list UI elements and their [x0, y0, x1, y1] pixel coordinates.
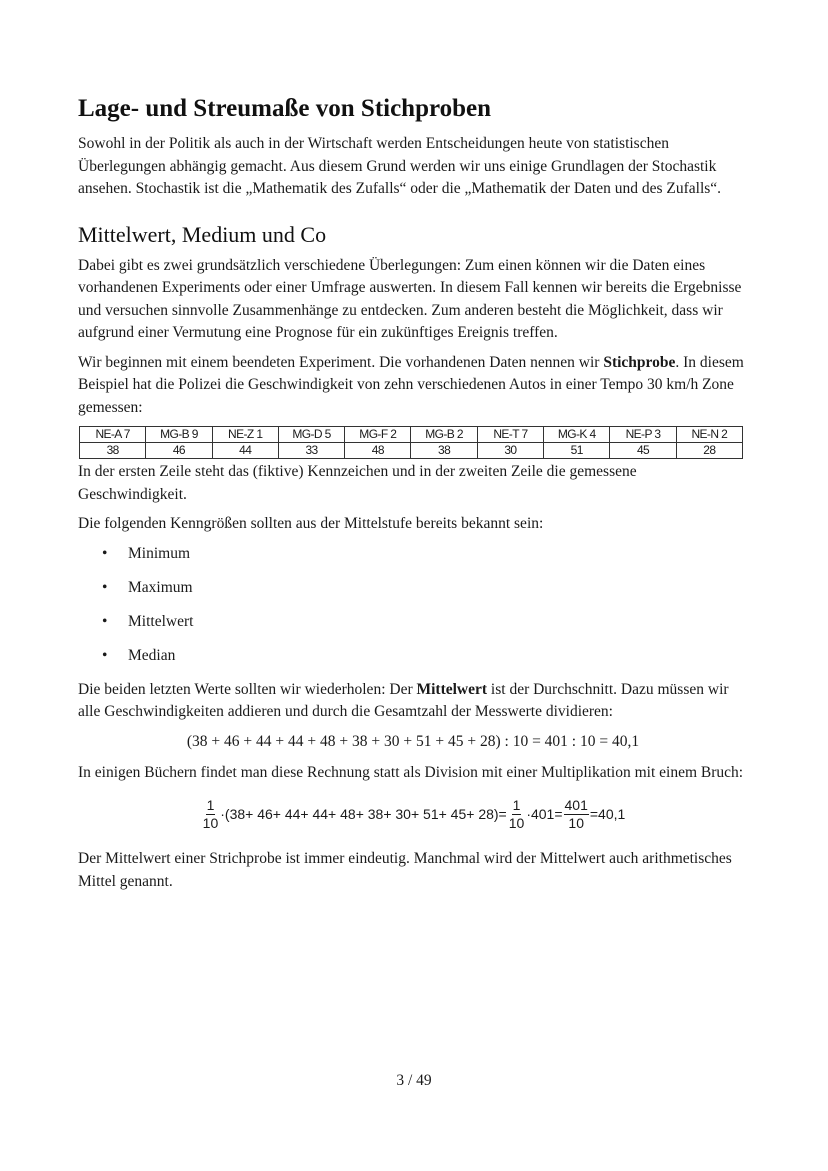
page-content [78, 94, 748, 900]
paragraph-fraction-alternative: In einigen Büchern findet man diese Rechnung statt als Division mit einer Multiplikation mit einem Bruch: [78, 763, 744, 781]
speed-cell: 45 [610, 443, 676, 459]
section-heading: Mittelwert, Medium und Co [78, 221, 327, 247]
page-number: 3 / 49 [396, 1072, 432, 1089]
formula-product: ·401= [526, 806, 563, 822]
speed-cell: 33 [278, 443, 344, 459]
list-item [78, 611, 748, 633]
fraction [564, 797, 589, 832]
speed-cell: 44 [212, 443, 278, 459]
mean-fraction-formula [78, 792, 748, 836]
bullet-icon: • [102, 612, 108, 630]
speeds-row [80, 443, 743, 459]
speed-cell: 30 [477, 443, 543, 459]
speed-cell: 38 [411, 443, 477, 459]
plates-row [80, 427, 743, 443]
plate-cell: MG-B 2 [411, 427, 477, 443]
term-mittelwert: Mittelwert [416, 680, 488, 698]
formula-sum: ·(38+ 46+ 44+ 44+ 48+ 38+ 30+ 51+ 45+ 28)= [220, 806, 507, 822]
list-item-label: Minimum [128, 544, 191, 562]
list-item-label: Maximum [128, 578, 193, 596]
speed-table [79, 426, 743, 459]
paragraph-mean-uniqueness: Der Mittelwert einer Strichprobe ist immer eindeutig. Manchmal wird der Mittelwert auch arithmetisches Mittel genannt. [78, 850, 732, 890]
plate-cell: NE-Z 1 [212, 427, 278, 443]
list-item-label: Mittelwert [128, 612, 194, 630]
fraction [508, 797, 526, 832]
plate-cell: NE-T 7 [477, 427, 543, 443]
list-item [78, 645, 748, 667]
plate-cell: MG-F 2 [345, 427, 411, 443]
speed-cell: 51 [544, 443, 610, 459]
fraction-numerator: 1 [512, 796, 521, 813]
fraction-denominator: 10 [508, 814, 525, 831]
paragraph-key-figures: Die folgenden Kenngrößen sollten aus der Mittelstufe bereits bekannt sein: [78, 515, 544, 532]
page-title: Lage- und Streumaße von Stichproben [78, 95, 492, 122]
text: Wir beginnen mit einem beendeten Experiment. Die vorhandenen Daten nennen wir [78, 353, 604, 371]
paragraph-mean-definition [78, 679, 748, 724]
plate-cell: NE-A 7 [80, 427, 146, 443]
speed-cell: 38 [80, 443, 146, 459]
text: ist der Durchschnitt. Dazu müssen wir alle Geschwindigkeiten addieren und durch die Gesamtzahl der Messwerte dividieren: [78, 680, 729, 720]
term-stichprobe: Stichprobe [603, 353, 676, 371]
intro-paragraph: Sowohl in der Politik als auch in der Wirtschaft werden Entscheidungen heute von statistischen Überlegungen abhängig gemacht. Aus diesem Grund werden wir uns einige Grundlagen der Stochastik ansehen. Stochastik ist die „Mathematik des Zufalls“ oder die „Mathematik der Daten und des Zufalls“. [78, 135, 722, 197]
bullet-icon: • [102, 544, 108, 562]
speed-cell: 46 [146, 443, 212, 459]
fraction-denominator: 10 [202, 814, 219, 831]
bullet-icon: • [102, 578, 108, 596]
plate-cell: NE-N 2 [676, 427, 742, 443]
plate-cell: MG-K 4 [544, 427, 610, 443]
fraction-denominator: 10 [568, 814, 584, 831]
plate-cell: MG-B 9 [146, 427, 212, 443]
speed-cell: 48 [345, 443, 411, 459]
speed-cell: 28 [676, 443, 742, 459]
formula-result: =40,1 [589, 806, 626, 822]
fraction [202, 797, 220, 832]
plate-cell: NE-P 3 [610, 427, 676, 443]
fraction-numerator: 401 [564, 796, 588, 813]
text: . In diesem Beispiel hat die Polizei die Geschwindigkeit von zehn verschiedenen Autos in einer Tempo 30 km/h Zone gemessen: [78, 353, 744, 416]
mean-division-formula: (38 + 46 + 44 + 44 + 48 + 38 + 30 + 51 + 45 + 28) : 10 = 401 : 10 = 40,1 [186, 732, 640, 750]
paragraph-table-explanation: In der ersten Zeile steht das (fiktive) Kennzeichen und in der zweiten Zeile die gemessene Geschwindigkeit. [78, 463, 637, 503]
list-item [78, 577, 748, 599]
key-figures-list [78, 543, 748, 667]
list-item [78, 543, 748, 565]
text: Die beiden letzten Werte sollten wir wiederholen: Der [78, 680, 417, 698]
list-item-label: Median [128, 646, 176, 664]
bullet-icon: • [102, 646, 108, 664]
plate-cell: MG-D 5 [278, 427, 344, 443]
fraction-numerator: 1 [206, 796, 215, 813]
paragraph-experiment [78, 352, 748, 420]
paragraph-considerations: Dabei gibt es zwei grundsätzlich verschiedene Überlegungen: Zum einen können wir die Daten eines vorhandenen Experiments oder einer Umfrage auswerten. In diesem Fall kennen wir bereits die Ergebnisse und versuchen sinnvolle Zusammenhänge zu entdecken. Zum anderen besteht die Möglichkeit, dass wir aufgrund einer Vermutung eine Prognose für ein zukünftiges Ereignis treffen. [78, 256, 742, 341]
